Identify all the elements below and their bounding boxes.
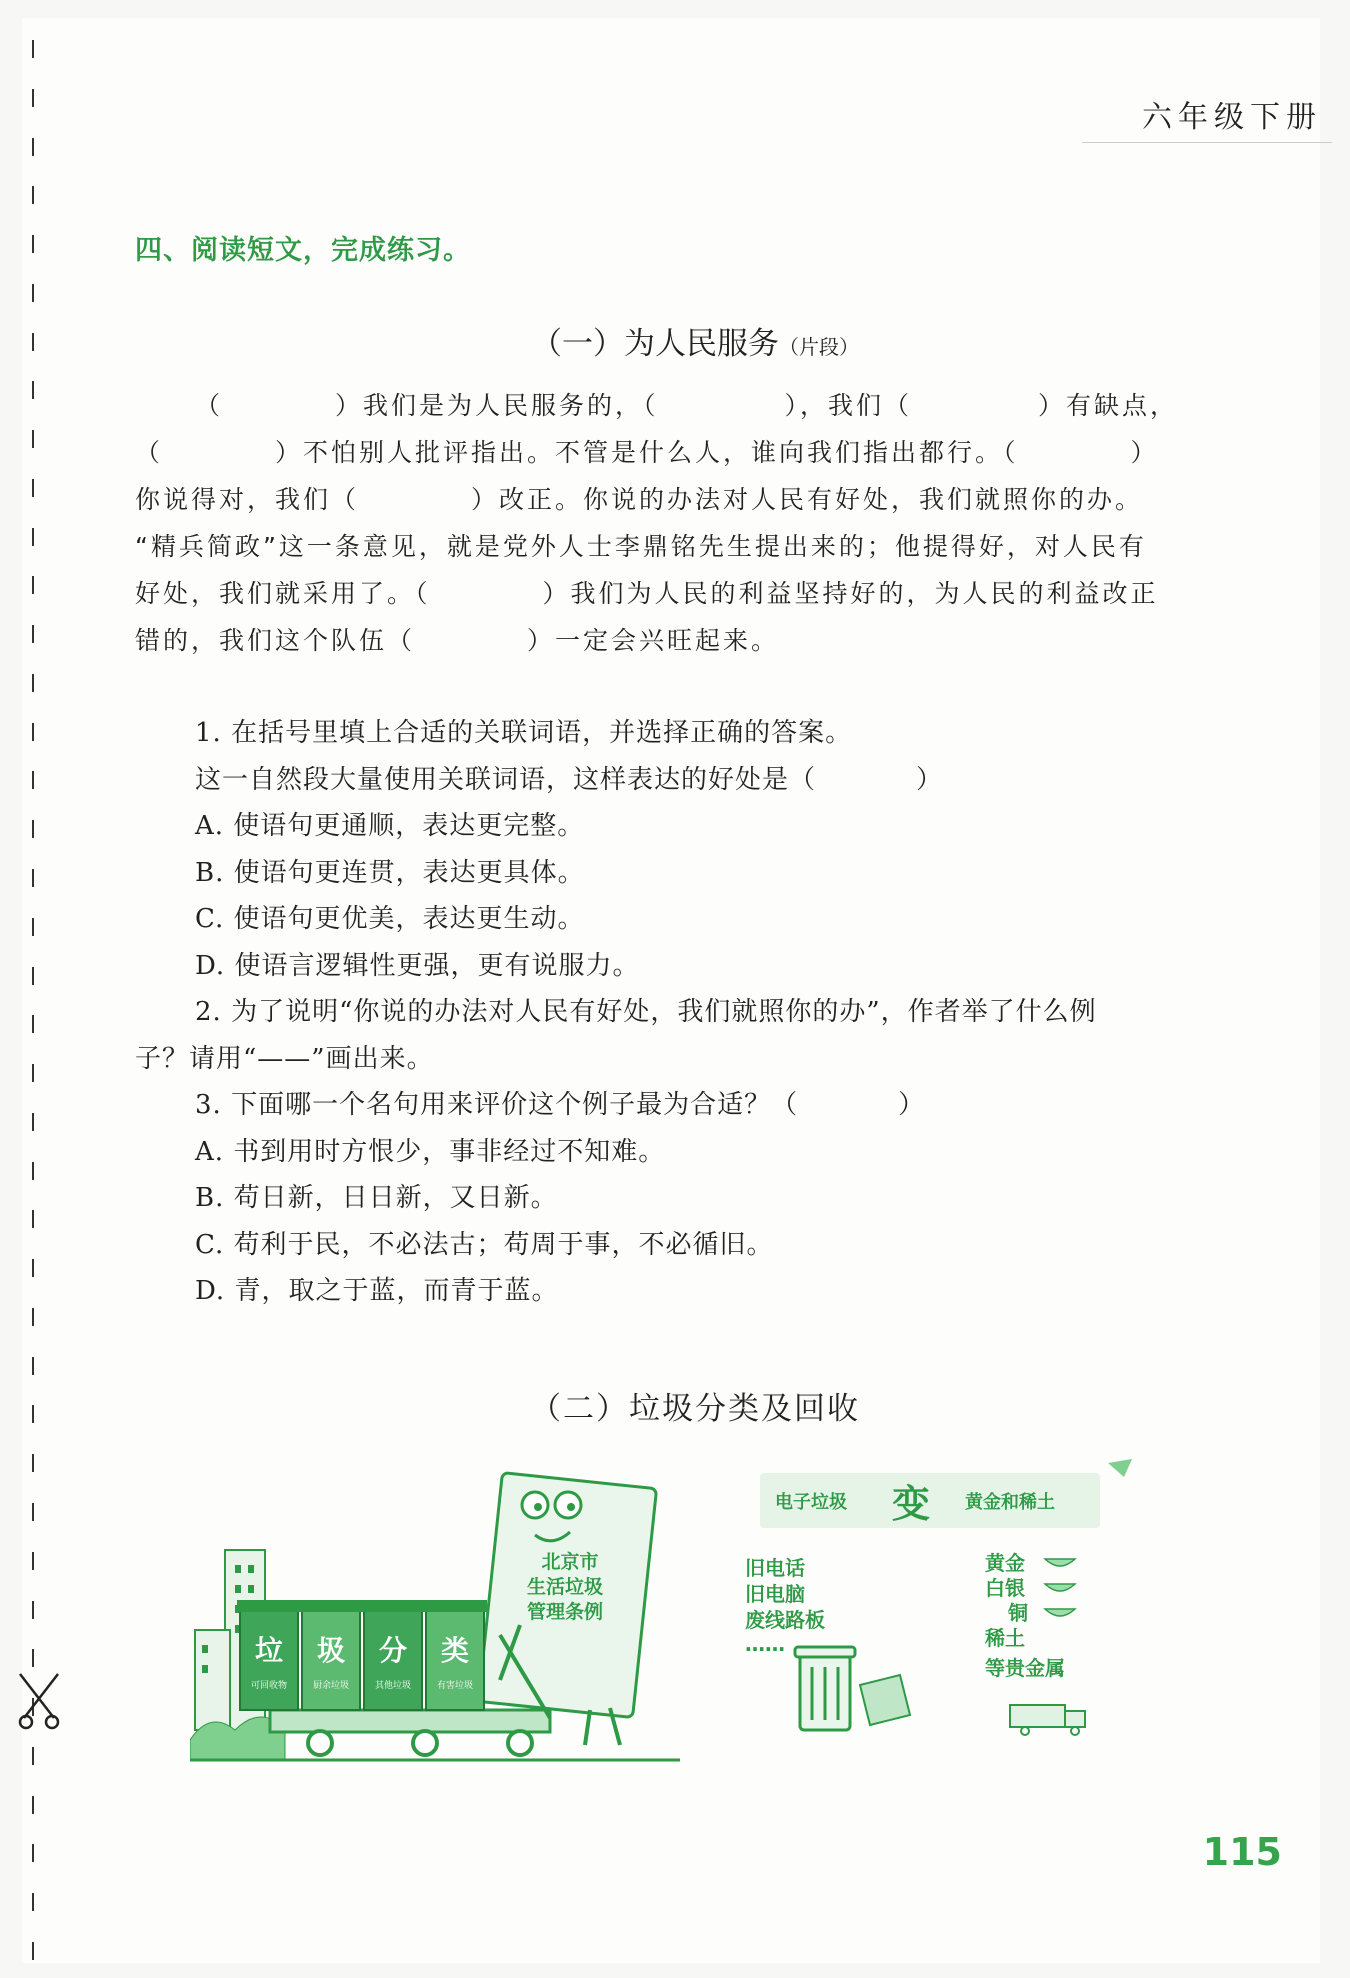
- line-text: 你说得对，我们（: [135, 485, 360, 514]
- ewaste-output: 稀土: [985, 1626, 1025, 1650]
- stem-text: 这一自然段大量使用关联词语，这样表达的好处是（: [195, 764, 817, 795]
- passage1-body: [135, 382, 1195, 664]
- option: D. 青，取之于蓝，而青于蓝。: [195, 1276, 559, 1306]
- bin-sublabel: 其他垃圾: [374, 1681, 412, 1691]
- question-3: [135, 1082, 1200, 1129]
- question-1: 1. 在括号里填上合适的关联词语，并选择正确的答案。: [195, 718, 853, 748]
- stem-text: ）: [898, 1090, 926, 1120]
- passage-line: [135, 476, 1195, 523]
- line-text: ）: [1130, 438, 1159, 467]
- option: C. 使语句更优美，表达更生动。: [195, 904, 585, 934]
- line-text: ）一定会兴旺起来。: [527, 626, 780, 655]
- ewaste-output: 黄金: [985, 1551, 1025, 1575]
- line-text: ）改正。你说的办法对人民有好处，我们就照你的办。: [471, 485, 1144, 514]
- bin-sublabel: 有害垃圾: [436, 1681, 474, 1691]
- sorting-bin: [237, 1600, 301, 1710]
- book-text: 北京市: [541, 1551, 599, 1573]
- garbage-sorting-illustration: [190, 1460, 680, 1765]
- ewaste-graphic: [740, 1455, 1140, 1775]
- ewaste-illustration: [740, 1455, 1140, 1775]
- passage1-title-text: （一）为人民服务: [531, 326, 779, 362]
- line-text: “精兵简政”这一条意见，就是党外人士李鼎铭先生提出来的；他提得好，对人民有: [135, 532, 1147, 561]
- grade-label: 六年级下册: [1142, 100, 1322, 135]
- ewaste-output: 白银: [985, 1576, 1025, 1600]
- line-text: ）我们是为人民服务的，（: [335, 391, 659, 420]
- line-text: ）我们为人民的利益坚持好的，为人民的利益改正: [542, 579, 1159, 608]
- option: C. 苟利于民，不必法古；苟周于事，不必循旧。: [195, 1229, 774, 1260]
- line-text: ）不怕别人批评指出。不管是什么人，谁向我们指出都行。（: [275, 438, 1019, 467]
- line-text: 错的，我们这个队伍（: [135, 626, 416, 655]
- bin-label: 类: [440, 1634, 470, 1667]
- passage-line: [135, 429, 1195, 476]
- ewaste-input: ……: [745, 1632, 785, 1656]
- ewaste-left-label: 电子垃圾: [775, 1492, 847, 1513]
- ewaste-right-label: 黄金和稀土: [965, 1492, 1055, 1513]
- header-rule: [1082, 142, 1332, 143]
- bin-label: 圾: [316, 1634, 346, 1667]
- ewaste-output: 等贵金属: [985, 1656, 1065, 1680]
- line-text: （: [195, 391, 224, 420]
- book-text: 生活垃圾: [526, 1576, 604, 1598]
- question-1-stem: [135, 757, 1200, 804]
- question-2-cont: 子？请用“——”画出来。: [135, 1043, 434, 1074]
- line-text: 好处，我们就采用了。（: [135, 579, 431, 608]
- stem-text: 3. 下面哪一个名句用来评价这个例子最为合适？（: [195, 1090, 799, 1120]
- questions: [135, 710, 1200, 1315]
- sorting-bin: [423, 1600, 487, 1710]
- sorting-bin: [299, 1600, 363, 1710]
- option: B. 使语句更连贯，表达更具体。: [195, 857, 585, 888]
- ewaste-center-label: 变: [892, 1481, 931, 1526]
- ewaste-output: 铜: [1008, 1601, 1028, 1625]
- stem-text: ）: [916, 764, 944, 795]
- line-text: ），我们（: [784, 391, 913, 420]
- book-text: 管理条例: [526, 1601, 604, 1623]
- bin-label: 垃: [254, 1634, 284, 1667]
- ewaste-input: 旧电脑: [745, 1582, 805, 1606]
- bin-sublabel: 可回收物: [250, 1681, 288, 1691]
- bin-label: 分: [378, 1634, 408, 1667]
- option: A. 使语句更通顺，表达更完整。: [195, 811, 585, 841]
- option: A. 书到用时方恨少，事非经过不知难。: [195, 1136, 666, 1167]
- question-2: 2. 为了说明“你说的办法对人民有好处，我们就照你的办”，作者举了什么例: [195, 997, 1097, 1027]
- passage2-title: （二）垃圾分类及回收: [530, 1391, 860, 1427]
- line-text: （: [135, 438, 164, 467]
- passage1-title-note: （片段）: [779, 335, 859, 359]
- ewaste-input: 废线路板: [745, 1608, 825, 1632]
- page-number: 115: [1202, 1830, 1282, 1874]
- passage-line: [135, 617, 1195, 664]
- option: D. 使语言逻辑性更强，更有说服力。: [195, 950, 640, 981]
- passage-line: [135, 382, 1195, 429]
- line-text: ）有缺点，: [1038, 391, 1179, 420]
- passage-line: [135, 570, 1195, 617]
- bin-sublabel: 厨余垃圾: [312, 1681, 350, 1691]
- passage-line: [135, 523, 1195, 570]
- scissors-icon: [14, 1670, 64, 1730]
- section-heading: 四、阅读短文，完成练习。: [135, 235, 471, 266]
- sorting-bin: [361, 1600, 425, 1710]
- option: B. 苟日新，日日新，又日新。: [195, 1183, 558, 1213]
- ewaste-input: 旧电话: [745, 1556, 805, 1580]
- passage1-title: [0, 318, 1350, 363]
